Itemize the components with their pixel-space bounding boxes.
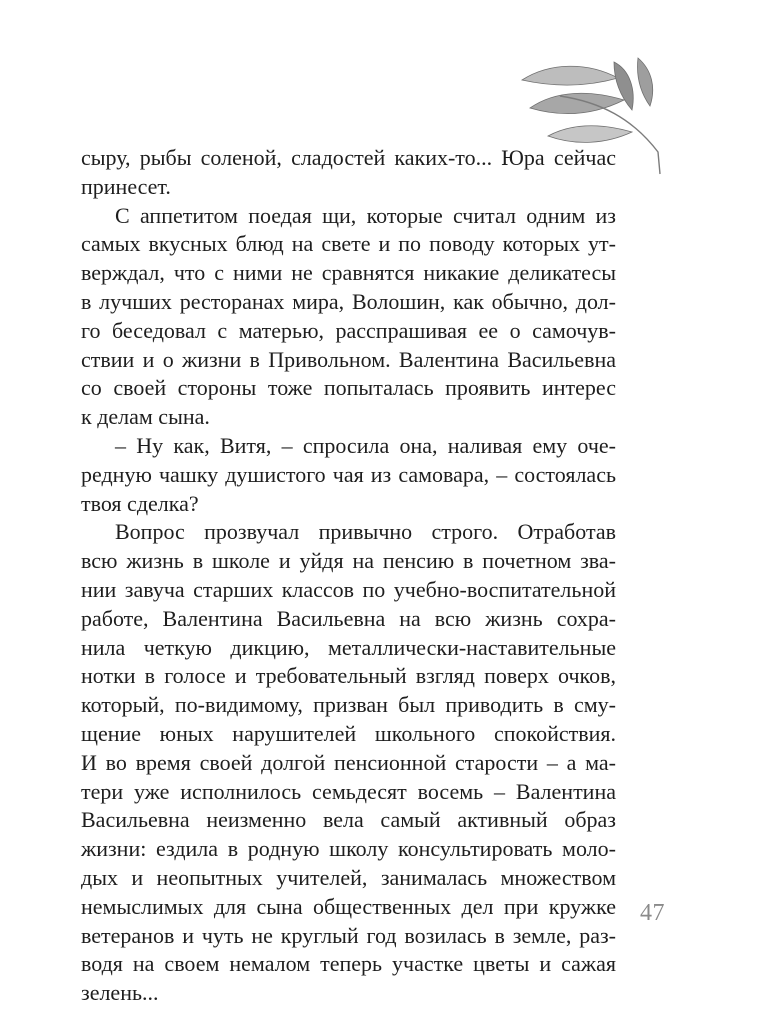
text-line: Вопрос прозвучал привычно строго. Отработав [115, 519, 616, 545]
text-line: твоя сделка? [81, 490, 199, 516]
text-line: жизни: ездила в родную школу консультировать моло- [81, 836, 616, 862]
text-line: нотки в голосе и требовательный взгляд поверх очков, [81, 663, 616, 689]
text-line: в лучших ресторанах мира, Волошин, как обычно, дол- [81, 288, 616, 314]
text-line: со своей стороны тоже попыталась проявить интерес [81, 375, 616, 401]
text-line: водя на своем немалом теперь участке цветы и сажая [81, 951, 616, 977]
text-line: редную чашку душистого чая из самовара, – состоялась [81, 461, 616, 487]
text-line: зелень... [81, 980, 159, 1006]
text-line: немыслимых для сына общественных дел при кружке [81, 893, 616, 919]
text-line: принесет. [81, 173, 171, 199]
text-line: самых вкусных блюд на свете и по поводу которых ут- [81, 231, 616, 257]
text-line: И во время своей долгой пенсионной старости – а ма- [81, 749, 616, 775]
body-text [81, 144, 616, 1008]
leaf-4 [638, 58, 653, 106]
text-line: тери уже исполнилось семьдесят восемь – Валентина [81, 778, 616, 804]
text-line: ветеранов и чуть не круглый год возилась в земле, раз- [81, 922, 616, 948]
text-line: дых и неопытных учителей, занималась множеством [81, 864, 616, 890]
text-line: сыру, рыбы соленой, сладостей каких-то... Юра сейчас [81, 145, 616, 170]
text-line: – Ну как, Витя, – спросила она, наливая ему оче- [115, 432, 616, 458]
text-line: всю жизнь в школе и уйдя на пенсию в почетном зва- [81, 548, 616, 574]
text-line: верждал, что с ними не сравнятся никакие деликатесы [81, 260, 616, 286]
page-number: 47 [640, 900, 665, 926]
text-line: ствии и о жизни в Привольном. Валентина Васильевна [81, 346, 616, 372]
text-line: который, по-видимому, призван был приводить в сму- [81, 692, 616, 718]
text-line: С аппетитом поедая щи, которые считал одним из [115, 202, 616, 228]
text-line: го беседовал с матерью, расспрашивая ее о самочув- [81, 317, 616, 343]
leaf-1 [522, 66, 618, 85]
text-line: Васильевна неизменно вела самый активный образ [81, 807, 616, 833]
leaf-5 [548, 126, 632, 143]
text-line: нила четкую дикцию, металлически-наставительные [81, 634, 616, 660]
text-line: нии завуча старших классов по учебно-воспитательной [81, 576, 616, 602]
text-line: щение юных нарушителей школьного спокойствия. [81, 720, 616, 746]
text-line: к делам сына. [81, 404, 210, 430]
text-line: работе, Валентина Васильевна на всю жизнь сохра- [81, 605, 616, 631]
